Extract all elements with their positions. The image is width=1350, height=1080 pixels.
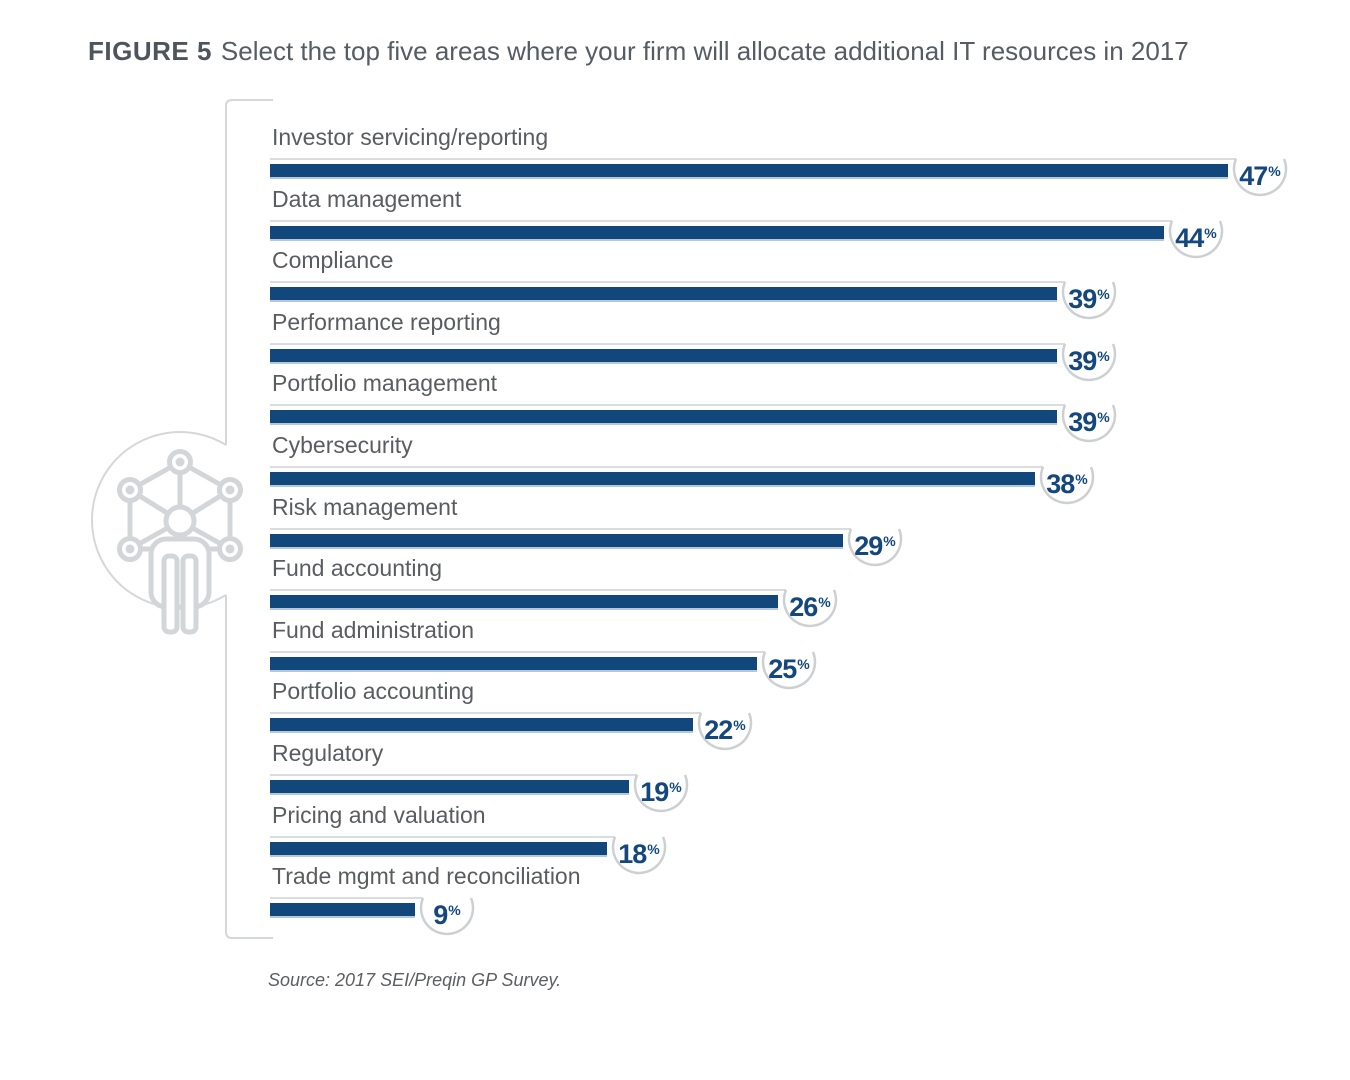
bar-label: Cybersecurity — [272, 431, 413, 458]
bar — [270, 595, 778, 610]
track-line — [270, 897, 423, 899]
bar-label: Portfolio accounting — [272, 678, 475, 705]
page-title — [88, 36, 1189, 66]
figure-title-text: Select the top five areas where your firm will allocate additional IT resources in 2017 — [220, 36, 1189, 66]
bar-chart — [270, 124, 1330, 931]
track-line — [270, 220, 1172, 222]
badge-value: 22% — [704, 715, 746, 746]
badge-value: 26% — [789, 592, 831, 623]
bar-label: Portfolio management — [272, 370, 498, 397]
track-line — [270, 589, 786, 591]
bar-track — [270, 528, 1330, 561]
bar-track — [270, 281, 1330, 315]
track-line — [270, 774, 637, 776]
bar-row — [270, 801, 1330, 869]
bar-track — [270, 589, 1330, 623]
track-line — [270, 651, 765, 653]
track-line — [270, 466, 1043, 468]
bar-label: Fund administration — [272, 616, 474, 643]
bar-row — [270, 555, 1330, 623]
badge-value: 47% — [1239, 161, 1281, 191]
bar-track — [270, 774, 1330, 807]
bar-label: Investor servicing/reporting — [272, 124, 549, 150]
bar-row — [270, 863, 1330, 931]
badge-value: 19% — [640, 776, 682, 807]
network-nodes — [120, 452, 241, 560]
track-line — [270, 158, 1236, 160]
bar — [270, 534, 843, 549]
bar — [270, 226, 1164, 241]
bar-row — [270, 124, 1330, 191]
track-line — [270, 528, 851, 530]
track-line — [270, 404, 1065, 406]
bar — [270, 780, 629, 795]
bar — [270, 718, 693, 733]
bracket-line — [92, 100, 273, 938]
bar — [270, 410, 1057, 425]
figure-number-label: FIGURE 5 — [88, 36, 212, 66]
badge-value: 44% — [1175, 222, 1217, 253]
bar-track — [270, 343, 1330, 376]
badge-value: 39% — [1068, 345, 1110, 376]
bar-row — [270, 308, 1330, 376]
bar — [270, 903, 415, 918]
bar-label: Performance reporting — [272, 308, 501, 335]
bar-track — [270, 712, 1330, 746]
bar-track — [270, 220, 1330, 253]
bar-label: Risk management — [272, 493, 458, 520]
bar-label: Fund accounting — [272, 555, 443, 582]
person-icon — [151, 507, 209, 632]
value-badge — [419, 897, 475, 949]
bar-label: Compliance — [272, 247, 394, 274]
bar-row — [270, 616, 1330, 684]
bar — [270, 657, 757, 672]
bar-label: Regulatory — [272, 739, 384, 766]
bar-track — [270, 897, 1330, 931]
bar-track — [270, 404, 1330, 438]
bar-label: Data management — [272, 185, 462, 212]
bar-row — [270, 493, 1330, 561]
bar — [270, 164, 1228, 179]
badge-value: 29% — [854, 530, 896, 561]
track-line — [270, 712, 701, 714]
track-line — [270, 343, 1065, 345]
bar-label: Pricing and valuation — [272, 801, 486, 828]
bar-label: Trade mgmt and reconciliation — [272, 863, 581, 890]
source-note: Source: 2017 SEI/Preqin GP Survey. — [268, 970, 562, 990]
bar-track — [270, 466, 1330, 499]
bar-track — [270, 651, 1330, 684]
bar — [270, 472, 1035, 487]
bar-row — [270, 370, 1330, 438]
badge-value: 39% — [1068, 284, 1110, 315]
emblem-circle-arc — [92, 432, 226, 608]
bar — [270, 287, 1057, 302]
bar-row — [270, 185, 1330, 253]
bar-row — [270, 431, 1330, 499]
badge-value: 25% — [768, 653, 810, 684]
bar — [270, 842, 607, 857]
badge-value: 38% — [1046, 468, 1088, 499]
badge-value: 18% — [618, 838, 660, 869]
bar-row — [270, 247, 1330, 315]
bar-row — [270, 678, 1330, 746]
badge-value: 39% — [1068, 407, 1110, 438]
bar-track — [270, 158, 1330, 191]
network-edges — [130, 462, 230, 549]
badge-value: 9% — [433, 900, 461, 931]
bar — [270, 349, 1057, 364]
bar-row — [270, 739, 1330, 807]
bar-track — [270, 836, 1330, 869]
track-line — [270, 836, 615, 838]
track-line — [270, 281, 1065, 283]
